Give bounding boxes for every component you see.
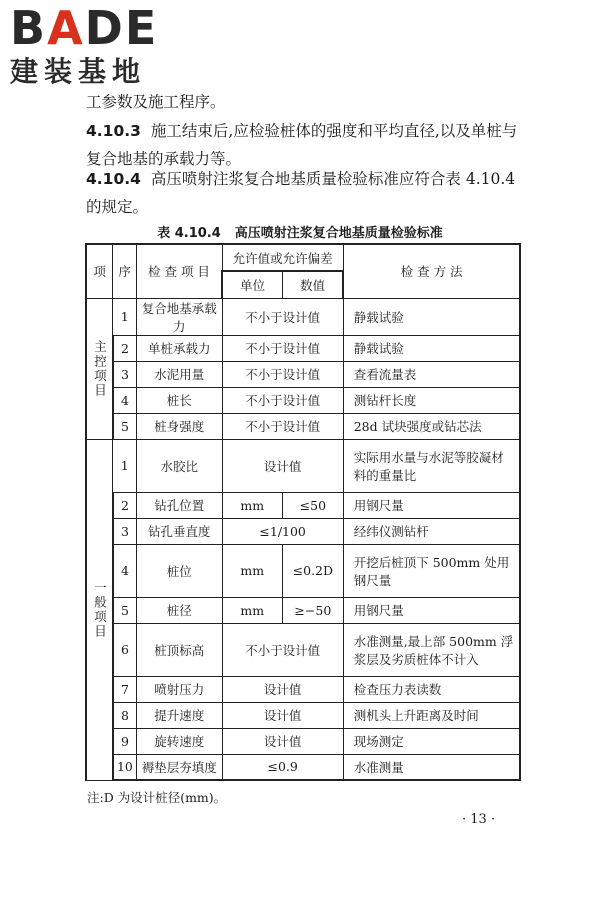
table-row (86, 439, 520, 492)
table-cell: 设计值 (222, 439, 343, 492)
table-cell: 经纬仪测钻杆 (343, 518, 520, 544)
table-cell: ≤0.2D (282, 544, 343, 597)
table-cell: 2 (113, 492, 136, 518)
table-cell: 检查压力表读数 (343, 676, 520, 702)
table-cell: 水准测量 (343, 754, 520, 780)
table-cell: 桩顶标高 (136, 623, 222, 676)
table-row (86, 492, 520, 518)
table-cell: 用钢尺量 (343, 492, 520, 518)
header-xu: 序 (113, 244, 136, 298)
table-cell: 3 (113, 518, 136, 544)
table-cell: 8 (113, 702, 136, 728)
table-row (86, 518, 520, 544)
table-cell: 开挖后桩顶下 500mm 处用钢尺量 (343, 544, 520, 597)
table-cell: 实际用水量与水泥等胶凝材料的重量比 (343, 439, 520, 492)
clause-number: 4.10.3 (86, 122, 141, 140)
table-cell: 6 (113, 623, 136, 676)
table-cell: 不小于设计值 (222, 335, 343, 361)
table-cell: ≥−50 (282, 597, 343, 623)
table-row (86, 335, 520, 361)
clause-text: 高压喷射注浆复合地基质量检验标准应符合表 4.10.4 的规定。 (86, 170, 516, 216)
table-row (86, 623, 520, 676)
table-row (86, 754, 520, 780)
table-cell: 设计值 (222, 728, 343, 754)
header-xiang: 项 (86, 244, 113, 298)
table-row (86, 361, 520, 387)
table-cell: 复合地基承载力 (136, 298, 222, 335)
quality-inspection-table (85, 243, 521, 781)
table-row (86, 413, 520, 439)
table-cell: 4 (113, 387, 136, 413)
table-cell: 不小于设计值 (222, 623, 343, 676)
clause-number: 4.10.4 (86, 170, 141, 188)
table-cell: 1 (113, 298, 136, 335)
table-cell: 3 (113, 361, 136, 387)
table-cell: 不小于设计值 (222, 413, 343, 439)
table-cell: ≤1/100 (222, 518, 343, 544)
clause-4-10-4 (86, 165, 526, 221)
table-cell: 4 (113, 544, 136, 597)
table-row (86, 387, 520, 413)
header-unit: 单位 (222, 271, 282, 298)
table-cell: 不小于设计值 (222, 298, 343, 335)
table-cell: 静载试验 (343, 335, 520, 361)
bade-logo (10, 1, 180, 88)
table-row (86, 702, 520, 728)
logo-wordmark: BADE (10, 1, 159, 55)
table-title: 高压喷射注浆复合地基质量检验标准 (234, 226, 443, 241)
table-cell: 5 (113, 597, 136, 623)
group-main-control: 主控项目 (86, 298, 113, 439)
logo-subtitle: 建装基地 (10, 55, 147, 88)
paragraph-continuation: 工参数及施工程序。 (86, 93, 226, 111)
table-number: 表 4.10.4 (157, 226, 221, 241)
table-cell: 测钻杆长度 (343, 387, 520, 413)
table-row (86, 298, 520, 335)
table-cell: 28d 试块强度或钻芯法 (343, 413, 520, 439)
table-cell: 1 (113, 439, 136, 492)
table-cell: 10 (113, 754, 136, 780)
table-cell: 褥垫层夯填度 (136, 754, 222, 780)
table-cell: 旋转速度 (136, 728, 222, 754)
page-number: · 13 · (462, 812, 496, 827)
table-row (86, 676, 520, 702)
table-row (86, 597, 520, 623)
table-cell: 水泥用量 (136, 361, 222, 387)
table-cell: 现场测定 (343, 728, 520, 754)
table-cell: 喷射压力 (136, 676, 222, 702)
table-cell: mm (222, 597, 282, 623)
header-value: 数值 (282, 271, 343, 298)
table-cell: 7 (113, 676, 136, 702)
table-cell: 不小于设计值 (222, 387, 343, 413)
header-allowance: 允许值或允许偏差 (222, 244, 343, 271)
table-cell: 单桩承载力 (136, 335, 222, 361)
table-cell: ≤0.9 (222, 754, 343, 780)
table-row (86, 728, 520, 754)
table-cell: 桩位 (136, 544, 222, 597)
table-cell: 测机头上升距离及时间 (343, 702, 520, 728)
table-cell: 桩径 (136, 597, 222, 623)
table-cell: mm (222, 544, 282, 597)
table-note: 注:D 为设计桩径(mm)。 (87, 790, 227, 805)
table-cell: 用钢尺量 (343, 597, 520, 623)
table-cell: ≤50 (282, 492, 343, 518)
table-cell: 不小于设计值 (222, 361, 343, 387)
table-cell: 静载试验 (343, 298, 520, 335)
table-cell: 查看流量表 (343, 361, 520, 387)
table-cell: 桩长 (136, 387, 222, 413)
header-item: 检 查 项 目 (136, 244, 222, 298)
header-method: 检 查 方 法 (343, 244, 520, 298)
table-cell: 设计值 (222, 676, 343, 702)
table-caption (0, 222, 600, 241)
table-cell: 9 (113, 728, 136, 754)
table-cell: 提升速度 (136, 702, 222, 728)
table-cell: 水胶比 (136, 439, 222, 492)
table-row (86, 544, 520, 597)
table-cell: 5 (113, 413, 136, 439)
group-general: 一般项目 (86, 439, 113, 780)
table-cell: mm (222, 492, 282, 518)
table-cell: 2 (113, 335, 136, 361)
clause-text: 施工结束后,应检验桩体的强度和平均直径,以及单桩与复合地基的承载力等。 (86, 122, 518, 168)
table-cell: 桩身强度 (136, 413, 222, 439)
table-cell: 钻孔位置 (136, 492, 222, 518)
table-cell: 设计值 (222, 702, 343, 728)
table-cell: 水准测量,最上部 500mm 浮浆层及劣质桩体不计入 (343, 623, 520, 676)
table-cell: 钻孔垂直度 (136, 518, 222, 544)
